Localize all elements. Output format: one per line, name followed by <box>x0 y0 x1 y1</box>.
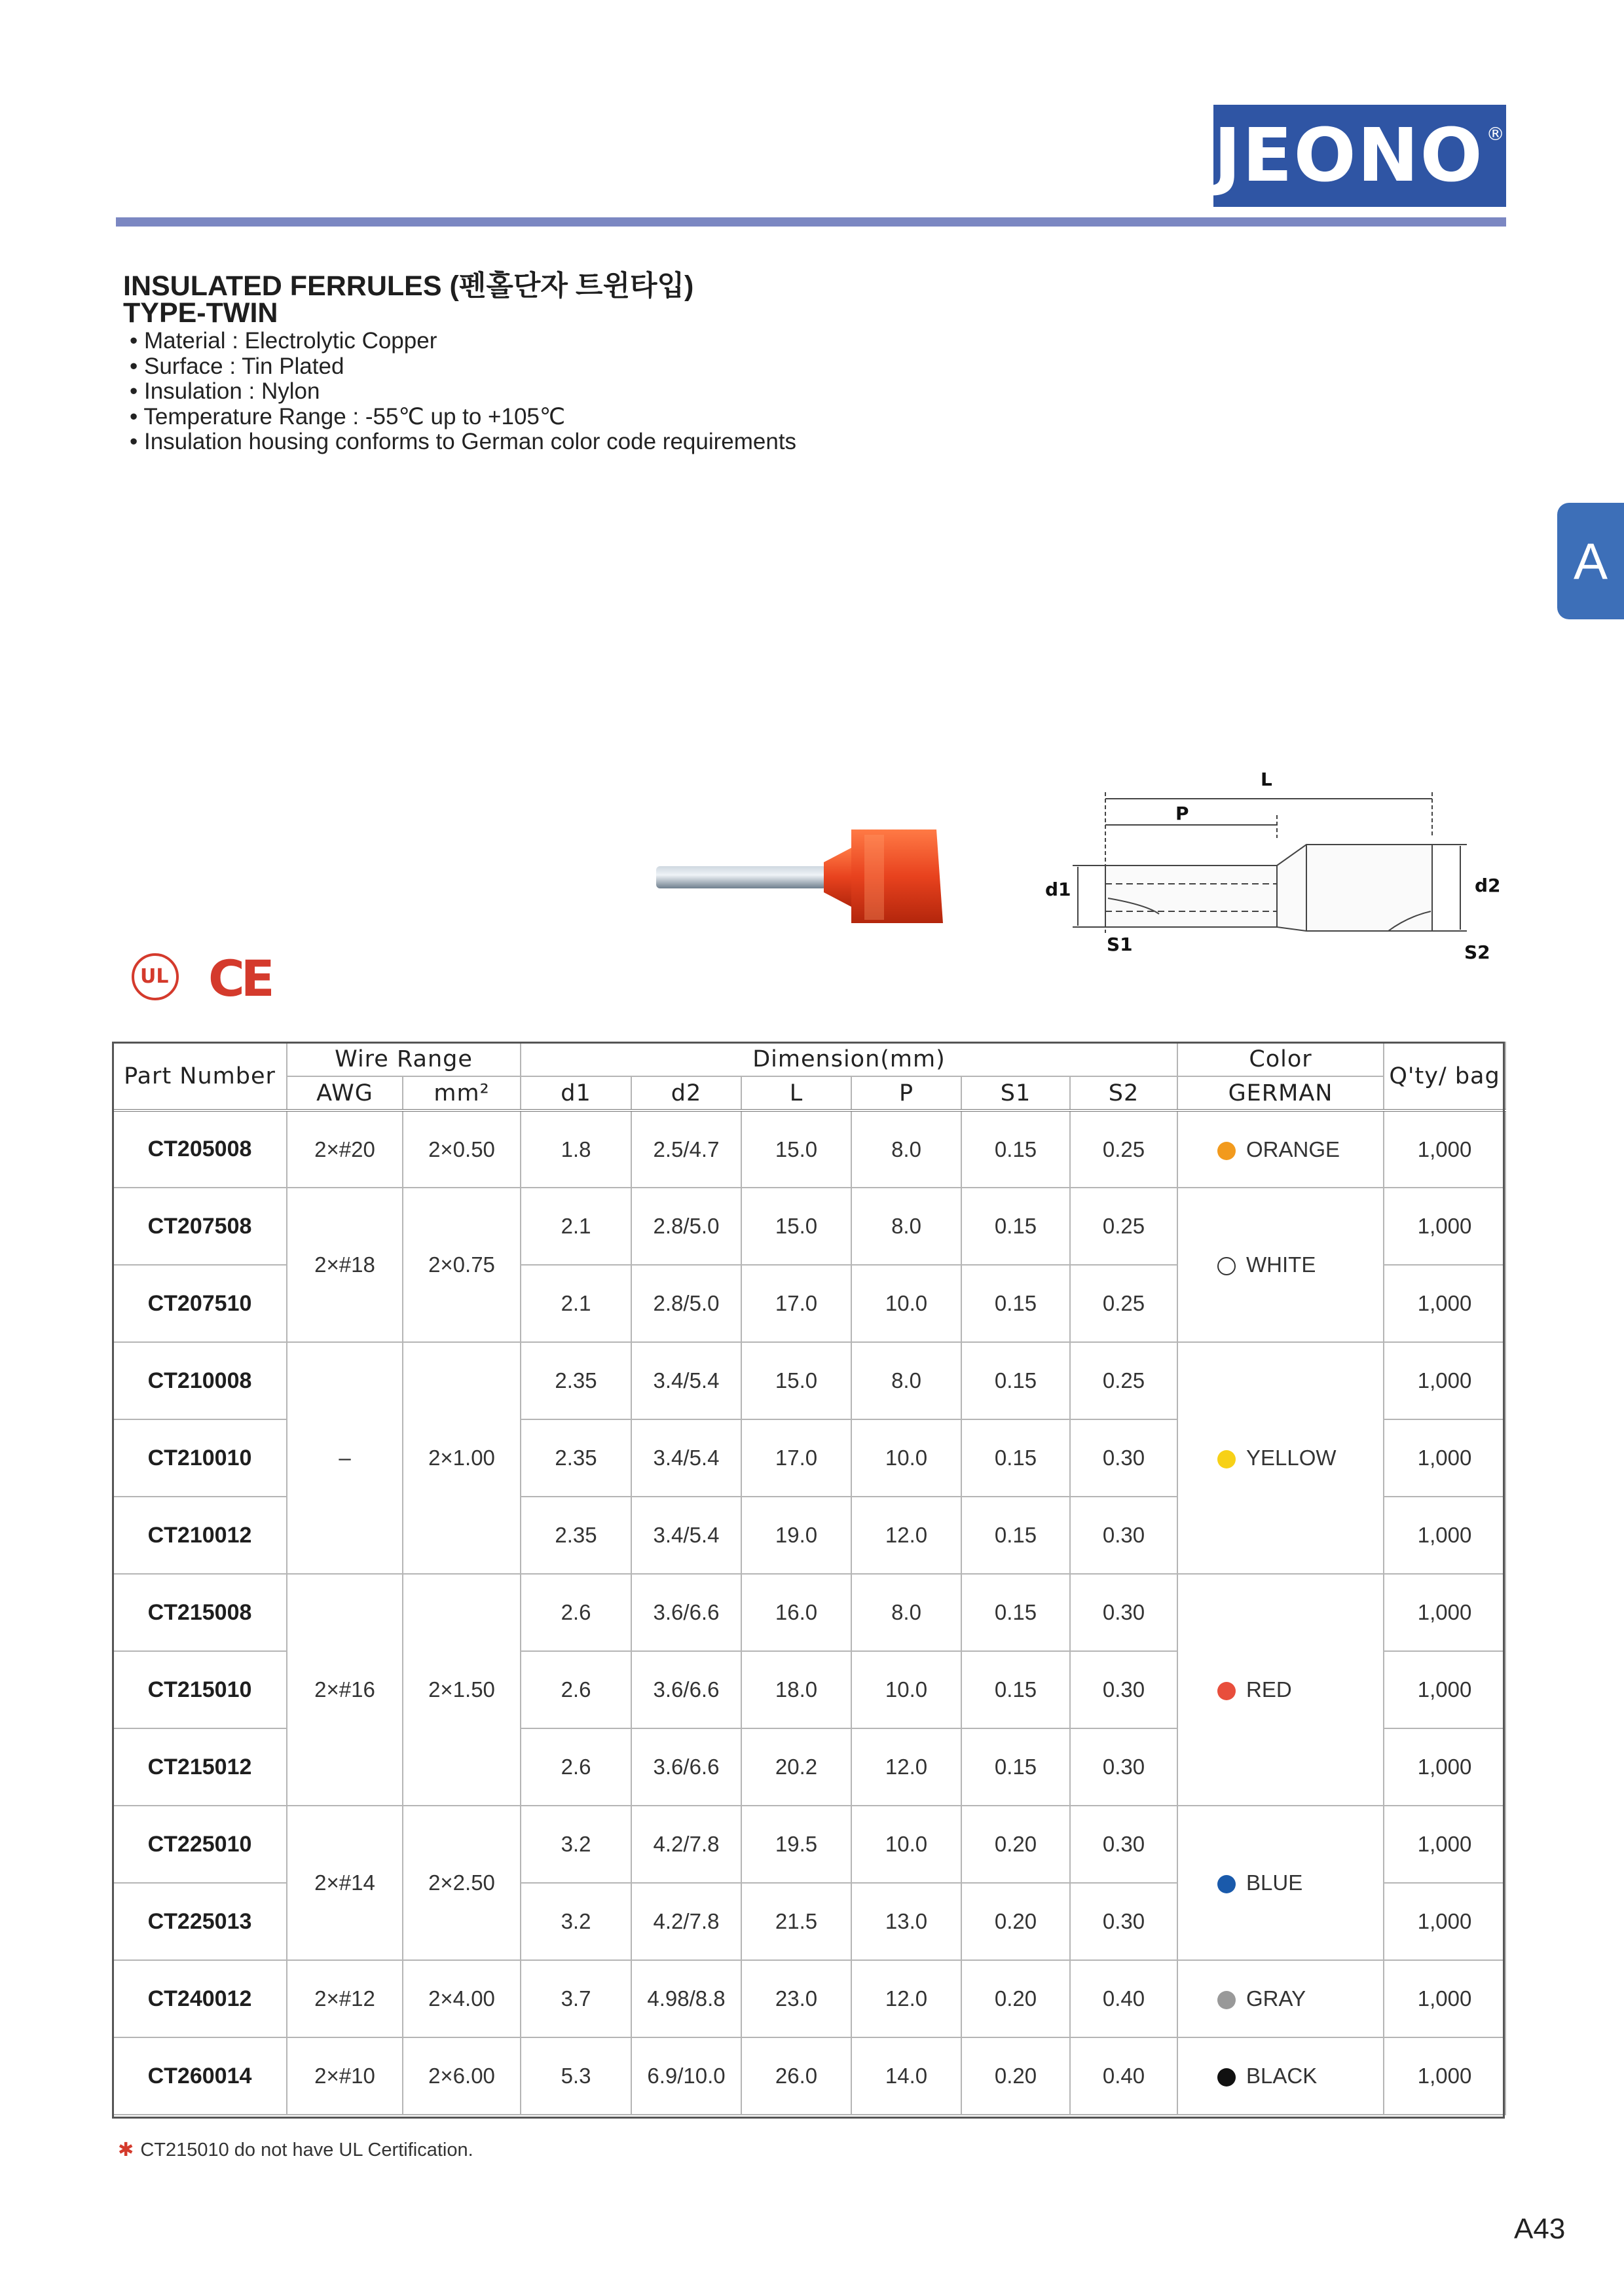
th-mm2: mm² <box>403 1076 521 1110</box>
label-d2: d2 <box>1475 875 1501 896</box>
cell-S1: 0.15 <box>961 1497 1070 1574</box>
cell-d1: 1.8 <box>521 1110 631 1188</box>
cell-L: 21.5 <box>741 1883 851 1960</box>
cell-qty: 1,000 <box>1384 2037 1505 2115</box>
cell-color <box>1177 2037 1384 2115</box>
cell-S1: 0.15 <box>961 1188 1070 1265</box>
th-german: GERMAN <box>1177 1076 1384 1110</box>
cell-P: 8.0 <box>851 1188 961 1265</box>
cell-d2: 3.6/6.6 <box>631 1728 741 1806</box>
cell-d1: 3.2 <box>521 1883 631 1960</box>
cell-color <box>1177 1342 1384 1574</box>
color-dot-icon <box>1217 1991 1236 2009</box>
cell-P: 13.0 <box>851 1883 961 1960</box>
th-qty: Q'ty/ bag <box>1384 1042 1505 1110</box>
ce-mark-icon <box>208 954 271 1001</box>
cell-d1: 2.1 <box>521 1265 631 1342</box>
table-row <box>113 1806 1505 1883</box>
cell-qty: 1,000 <box>1384 1419 1505 1497</box>
cell-L: 16.0 <box>741 1574 851 1651</box>
table-row <box>113 1110 1505 1188</box>
ul-certification-icon <box>131 953 179 1001</box>
cell-S1: 0.20 <box>961 1960 1070 2037</box>
th-L: L <box>741 1076 851 1110</box>
cell-part: CT205008 <box>113 1110 287 1188</box>
page-number: A43 <box>1514 2213 1566 2245</box>
cell-d1: 2.6 <box>521 1728 631 1806</box>
cell-S2: 0.30 <box>1070 1728 1177 1806</box>
cell-S1: 0.20 <box>961 1883 1070 1960</box>
spec-list <box>130 329 796 455</box>
label-S2: S2 <box>1464 941 1490 963</box>
cell-part: CT207510 <box>113 1265 287 1342</box>
cell-mm2: 2×0.75 <box>403 1188 521 1342</box>
cell-awg: 2×#18 <box>287 1188 403 1342</box>
cell-mm2: 2×1.00 <box>403 1342 521 1574</box>
cell-mm2: 2×1.50 <box>403 1574 521 1806</box>
cell-d1: 2.35 <box>521 1497 631 1574</box>
cell-color <box>1177 1188 1384 1342</box>
table-row <box>113 2037 1505 2115</box>
cell-P: 12.0 <box>851 1497 961 1574</box>
footnote <box>118 2138 473 2161</box>
svg-text:CE: CE <box>208 954 271 1001</box>
cell-d2: 2.8/5.0 <box>631 1188 741 1265</box>
cell-d1: 5.3 <box>521 2037 631 2115</box>
cell-awg: 2×#12 <box>287 1960 403 2037</box>
label-L: L <box>1261 769 1272 790</box>
cell-L: 15.0 <box>741 1110 851 1188</box>
cell-L: 17.0 <box>741 1419 851 1497</box>
cell-d2: 2.8/5.0 <box>631 1265 741 1342</box>
cell-part: CT225013 <box>113 1883 287 1960</box>
th-part-number: Part Number <box>113 1042 287 1110</box>
asterisk-icon: ✱ <box>118 2140 134 2160</box>
cell-L: 15.0 <box>741 1188 851 1265</box>
cell-d2: 4.2/7.8 <box>631 1806 741 1883</box>
cell-part: CT207508 <box>113 1188 287 1265</box>
cell-S2: 0.25 <box>1070 1342 1177 1419</box>
cell-qty: 1,000 <box>1384 1960 1505 2037</box>
brand-name: JEONO <box>1213 113 1484 198</box>
color-dot-icon <box>1217 1682 1236 1700</box>
color-dot-icon <box>1217 1257 1236 1275</box>
cell-S2: 0.30 <box>1070 1883 1177 1960</box>
color-label: BLUE <box>1246 1870 1303 1895</box>
cell-S1: 0.20 <box>961 1806 1070 1883</box>
cell-P: 14.0 <box>851 2037 961 2115</box>
cell-S1: 0.15 <box>961 1110 1070 1188</box>
color-label: RED <box>1246 1677 1292 1702</box>
cell-d2: 3.4/5.4 <box>631 1419 741 1497</box>
spec-item: • Insulation housing conforms to German color code requirements <box>130 429 796 455</box>
footnote-text: CT215010 do not have UL Certification. <box>140 2140 473 2160</box>
cell-qty: 1,000 <box>1384 1188 1505 1265</box>
cell-mm2: 2×4.00 <box>403 1960 521 2037</box>
cell-part: CT215008 <box>113 1574 287 1651</box>
color-dot-icon <box>1217 1450 1236 1468</box>
svg-text:UL: UL <box>140 965 169 988</box>
cell-S2: 0.30 <box>1070 1419 1177 1497</box>
color-label: YELLOW <box>1246 1446 1337 1470</box>
cell-qty: 1,000 <box>1384 1110 1505 1188</box>
cell-L: 18.0 <box>741 1651 851 1728</box>
brand-logo <box>1213 105 1506 207</box>
spec-item: • Insulation : Nylon <box>130 379 796 405</box>
label-d1: d1 <box>1045 879 1071 900</box>
cell-S2: 0.40 <box>1070 2037 1177 2115</box>
cell-qty: 1,000 <box>1384 1806 1505 1883</box>
page-subtitle: TYPE-TWIN <box>123 297 278 329</box>
spec-item: • Material : Electrolytic Copper <box>130 329 796 354</box>
cell-d1: 3.7 <box>521 1960 631 2037</box>
cell-S2: 0.30 <box>1070 1497 1177 1574</box>
th-awg: AWG <box>287 1076 403 1110</box>
th-color: Color <box>1177 1042 1384 1076</box>
th-d2: d2 <box>631 1076 741 1110</box>
section-tab[interactable]: A <box>1557 503 1624 619</box>
table-row <box>113 1574 1505 1651</box>
cell-P: 10.0 <box>851 1419 961 1497</box>
cell-mm2: 2×6.00 <box>403 2037 521 2115</box>
cell-qty: 1,000 <box>1384 1265 1505 1342</box>
th-S1: S1 <box>961 1076 1070 1110</box>
cell-awg: – <box>287 1342 403 1574</box>
spec-item: • Temperature Range : -55℃ up to +105℃ <box>130 405 796 430</box>
product-photo <box>655 822 950 926</box>
cell-L: 19.0 <box>741 1497 851 1574</box>
th-S2: S2 <box>1070 1076 1177 1110</box>
cell-part: CT210010 <box>113 1419 287 1497</box>
registered-mark: ® <box>1486 122 1506 145</box>
cell-S2: 0.25 <box>1070 1188 1177 1265</box>
cell-S1: 0.20 <box>961 2037 1070 2115</box>
cell-part: CT210012 <box>113 1497 287 1574</box>
cell-d2: 4.98/8.8 <box>631 1960 741 2037</box>
cell-color <box>1177 1806 1384 1960</box>
cell-qty: 1,000 <box>1384 1342 1505 1419</box>
cell-awg: 2×#20 <box>287 1110 403 1188</box>
th-dimension: Dimension(mm) <box>521 1042 1177 1076</box>
cell-S2: 0.40 <box>1070 1960 1177 2037</box>
cell-awg: 2×#14 <box>287 1806 403 1960</box>
cell-qty: 1,000 <box>1384 1574 1505 1651</box>
cell-awg: 2×#16 <box>287 1574 403 1806</box>
cell-d1: 2.35 <box>521 1342 631 1419</box>
color-dot-icon <box>1217 1875 1236 1893</box>
cell-color <box>1177 1110 1384 1188</box>
cell-L: 23.0 <box>741 1960 851 2037</box>
cell-qty: 1,000 <box>1384 1883 1505 1960</box>
cell-L: 26.0 <box>741 2037 851 2115</box>
color-dot-icon <box>1217 2068 1236 2086</box>
cell-L: 19.5 <box>741 1806 851 1883</box>
color-label: WHITE <box>1246 1252 1316 1277</box>
cell-L: 20.2 <box>741 1728 851 1806</box>
table-row <box>113 1188 1505 1265</box>
cell-part: CT260014 <box>113 2037 287 2115</box>
cell-S1: 0.15 <box>961 1651 1070 1728</box>
cell-qty: 1,000 <box>1384 1728 1505 1806</box>
cell-color <box>1177 1960 1384 2037</box>
th-P: P <box>851 1076 961 1110</box>
cell-d2: 6.9/10.0 <box>631 2037 741 2115</box>
cell-d2: 2.5/4.7 <box>631 1110 741 1188</box>
cell-S1: 0.15 <box>961 1574 1070 1651</box>
cell-S2: 0.25 <box>1070 1110 1177 1188</box>
cell-part: CT210008 <box>113 1342 287 1419</box>
cell-d1: 2.6 <box>521 1651 631 1728</box>
product-table <box>112 1042 1506 2115</box>
cell-part: CT215012 <box>113 1728 287 1806</box>
page-title: INSULATED FERRULES (펜홀단자 트윈타입) <box>123 270 694 302</box>
cell-S2: 0.30 <box>1070 1806 1177 1883</box>
cell-L: 17.0 <box>741 1265 851 1342</box>
color-label: ORANGE <box>1246 1137 1340 1161</box>
cell-P: 12.0 <box>851 1960 961 2037</box>
cell-S1: 0.15 <box>961 1265 1070 1342</box>
th-d1: d1 <box>521 1076 631 1110</box>
cell-d2: 3.6/6.6 <box>631 1651 741 1728</box>
cell-awg: 2×#10 <box>287 2037 403 2115</box>
cell-d2: 3.4/5.4 <box>631 1497 741 1574</box>
cell-d2: 4.2/7.8 <box>631 1883 741 1960</box>
cell-d1: 2.6 <box>521 1574 631 1651</box>
cell-S1: 0.15 <box>961 1419 1070 1497</box>
table-row <box>113 1960 1505 2037</box>
cell-d1: 2.1 <box>521 1188 631 1265</box>
cell-part: CT240012 <box>113 1960 287 2037</box>
cell-d1: 2.35 <box>521 1419 631 1497</box>
cell-part: CT225010 <box>113 1806 287 1883</box>
cell-P: 10.0 <box>851 1806 961 1883</box>
cell-L: 15.0 <box>741 1342 851 1419</box>
label-S1: S1 <box>1107 934 1133 955</box>
cell-P: 8.0 <box>851 1110 961 1188</box>
cell-qty: 1,000 <box>1384 1651 1505 1728</box>
cell-S2: 0.25 <box>1070 1265 1177 1342</box>
cell-part: CT215010 <box>113 1651 287 1728</box>
color-dot-icon <box>1217 1142 1236 1160</box>
cell-S2: 0.30 <box>1070 1651 1177 1728</box>
cell-S1: 0.15 <box>961 1728 1070 1806</box>
cell-S1: 0.15 <box>961 1342 1070 1419</box>
cell-qty: 1,000 <box>1384 1497 1505 1574</box>
header-rule <box>116 217 1506 227</box>
cell-P: 8.0 <box>851 1342 961 1419</box>
table-row <box>113 1342 1505 1419</box>
color-label: GRAY <box>1246 1986 1306 2011</box>
cell-d2: 3.6/6.6 <box>631 1574 741 1651</box>
cell-d1: 3.2 <box>521 1806 631 1883</box>
dimension-drawing <box>1035 759 1506 969</box>
cell-d2: 3.4/5.4 <box>631 1342 741 1419</box>
label-P: P <box>1175 803 1189 824</box>
cell-mm2: 2×2.50 <box>403 1806 521 1960</box>
cell-mm2: 2×0.50 <box>403 1110 521 1188</box>
cell-color <box>1177 1574 1384 1806</box>
color-label: BLACK <box>1246 2064 1318 2088</box>
th-wire-range: Wire Range <box>287 1042 521 1076</box>
spec-item: • Surface : Tin Plated <box>130 354 796 380</box>
cell-P: 12.0 <box>851 1728 961 1806</box>
cell-S2: 0.30 <box>1070 1574 1177 1651</box>
cell-P: 10.0 <box>851 1265 961 1342</box>
cell-P: 8.0 <box>851 1574 961 1651</box>
cell-P: 10.0 <box>851 1651 961 1728</box>
